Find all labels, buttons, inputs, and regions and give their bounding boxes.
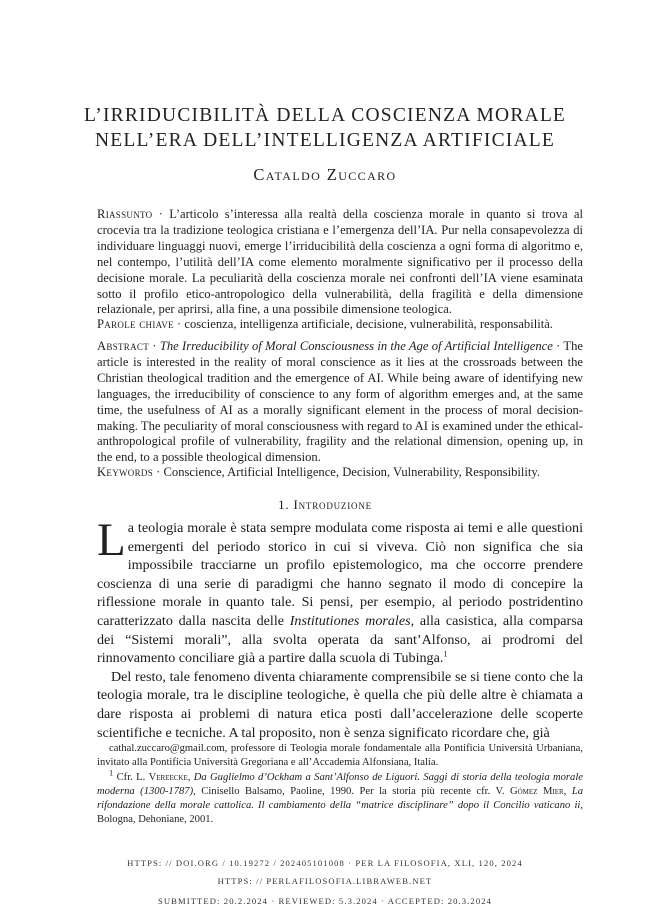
footnote-1-mid: , Cinisello Balsamo, Paoline, 1990. Per la storia più recente cfr. V. (193, 786, 505, 798)
author-name: Cataldo Zuccaro (253, 165, 397, 184)
abstract-text: The article is interested in the reality of moral conscience as it lies at the crossroads between the Christian theological tradition and the emergence of AI. While being aware of identifying new languages, the irreducibility of conscience to any form of algorithm emerges and, at the same time, the usefulness of AI as a morally significant element in the process of moral decision-making. The peculiarity of moral consciousness with regard to AI is examined under the ethical-anthropological profile of vulnerability, fragility and the relational dimension, opening up, in the end, to a possible theological dimension. (97, 339, 583, 465)
riassunto-text: L’articolo s’interessa alla realtà della coscienza morale in quanto si trova al crocevia tra la tradizione teologica cristiana e l’emergenza dell’IA. Pur nella consapevolezza di individuare linguaggi nuovi, emerge l’irriducibilità della coscienza a ogni forma di algoritmo e, nel contempo, l’utilità dell’IA come elemento moralmente significativo per il processo della decisione morale. La peculiarità della coscienza morale nei confronti dell’IA viene esaminata sotto il profilo etico-antropologico della vulnerabilità, della fragilità e della dimensione relazionale, per aprirsi, alla fine, a una possibile dimensione teologica. (97, 207, 584, 317)
footnote-1-cfr: Cfr. L. (116, 772, 146, 784)
paragraph-1-text-a: a teologia morale è stata sempre modulata come risposta ai temi e alle questioni emergenti del periodo storico in cui si viveva. Ciò non significa che sia impossibile tracciarne un profilo epistemologico, ma che occorre prendere coscienza di una serie di paradigmi che hanno segnato il modo di concepire la riflessione morale in quanto tale. Si pensi, per esempio, al periodo postridentino caratterizzato dalla nascita delle (97, 520, 583, 629)
footnote-1-number: 1 (109, 767, 114, 778)
keywords-label: Keywords (97, 465, 153, 479)
footnotes (97, 742, 583, 829)
keywords-text: Conscience, Artificial Intelligence, Decision, Vulnerability, Responsibility. (163, 465, 541, 479)
footnote-1-author-2: Gómez Mier (509, 786, 564, 798)
riassunto-label: Riassunto (97, 207, 153, 221)
footnote-ref-1[interactable]: 1 (443, 648, 448, 659)
footer-url-line[interactable]: HTTPS: // PERLAFILOSOFIA.LIBRAWEB.NET (217, 876, 433, 886)
parole-chiave-block: Parole chiave · coscienza, intelligenza artificiale, decisione, vulnerabilità, responsabilità. (97, 317, 553, 331)
article-body (97, 514, 583, 742)
paragraph-1-text-b: , alla casistica, alla comparsa dei “Sistemi morali”, alla svolta operata da sant’Alfonso, ai prodromi del rinnovamento conciliare già a partire dalla scuola di Tubinga. (97, 612, 583, 667)
title-line-2: NELL’ERA DELL’INTELLIGENZA ARTIFICIALE (94, 130, 555, 151)
abstract-title: The Irreducibility of Moral Consciousness in the Age of Artificial Intelligence (159, 339, 553, 353)
keywords-block: Keywords · Conscience, Artificial Intelligence, Decision, Vulnerability, Responsibility. (97, 465, 541, 479)
body-paragraph-1 (97, 514, 583, 668)
footer-doi-line[interactable]: HTTPS: // DOI.ORG / 10.19272 / 202405101008 · PER LA FILOSOFIA, XLI, 120, 2024 (127, 858, 523, 868)
section-title: Introduzione (293, 497, 372, 512)
footnote-1-author-1: Vereecke (148, 772, 188, 784)
drop-cap: L (97, 514, 126, 566)
affiliation-note: cathal.zuccaro@gmail.com, professore di Teologia morale fondamentale alla Pontificia Università Urbaniana, invitato alla Pontificia Università Gregoriana e all’Accademia Alfonsiana, Italia. (97, 743, 583, 769)
article-title (0, 103, 650, 153)
abstract-block: Abstract · The Irreducibility of Moral Consciousness in the Age of Artificial Intelligence · The article is interested in the reality of moral conscience as it lies at the crossroads between the Christian theological tradition and the emergence of AI. While being aware of identifying new languages, the irreducibility of conscience to any form of algorithm emerges and, at the same time, the usefulness of AI as a morally significant element in the process of moral decision-making. The peculiarity of moral consciousness with regard to AI is examined under the ethical-anthropological profile of vulnerability, fragility and the relational dimension, opening up, in the end, to a possible theological dimension. (97, 339, 583, 465)
section-number: 1. (278, 497, 290, 512)
paragraph-1-italic: Institutiones morales (289, 612, 411, 629)
title-line-1: L’IRRIDUCIBILITÀ DELLA COSCIENZA MORALE (83, 105, 567, 126)
parole-chiave-label: Parole chiave (97, 317, 174, 331)
footer-dates-line: SUBMITTED: 20.2.2024 · REVIEWED: 5.3.2024 · ACCEPTED: 20.3.2024 (157, 896, 493, 906)
parole-chiave-text: coscienza, intelligenza artificiale, decisione, vulnerabilità, responsabilità. (184, 317, 553, 331)
riassunto-block: Riassunto · L’articolo s’interessa alla realtà della coscienza morale in quanto si trova al crocevia tra la tradizione teologica cristiana e l’emergenza dell’IA. Pur nella consapevolezza di individuare linguaggi nuovi, emerge l’irriducibilità della coscienza a ogni forma di algoritmo e, nel contempo, l’utilità dell’IA come elemento moralmente significativo per il processo della decisione morale. La peculiarità della coscienza morale nei confronti dell’IA viene esaminata sotto il profilo etico-antropologico della vulnerabilità, della fragilità e della dimensione relazionale, per aprirsi, alla fine, a una possibile dimensione teologica. (97, 207, 584, 317)
footnote-1-title-1: Da Guglielmo d’Ockham a Sant’Alfonso de Liguori. Saggi di storia della teologia morale moderna (1300-1787) (97, 772, 583, 798)
abstract-label: Abstract (97, 339, 150, 353)
section-heading (0, 497, 650, 513)
body-paragraph-2: Del resto, tale fenomeno diventa chiaramente comprensibile se si tiene conto che la teologia morale, tra le discipline teologiche, è quella che più delle altre è chiamata a dare risposta ai problemi di natura etica posti dall’accelerazione delle scoperte scientifiche e tecniche. A tal proposito, non è senza significato ricordare che, già (97, 668, 583, 741)
footnote-1: $^1$ Cfr. L. Vereecke, Da Guglielmo d’Ockham a Sant’Alfonso de Liguori. Saggi di storia della teologia morale moderna (1300-1787), Cinisello Balsamo, Paoline, 1990. Per la storia più recente cfr. V. Gómez Mier, La rifondazione della morale cattolica. Il cambiamento della “matrice disciplinare” dopo il Concilio vaticano ii, Bologna, Dehoniane, 2001. (97, 767, 584, 826)
footnote-1-title-2: La rifondazione della morale cattolica. Il cambiamento della “matrice disciplinare” dopo il Concilio vaticano ii (97, 786, 584, 812)
footnote-1-end: , Bologna, Dehoniane, 2001. (97, 800, 583, 826)
